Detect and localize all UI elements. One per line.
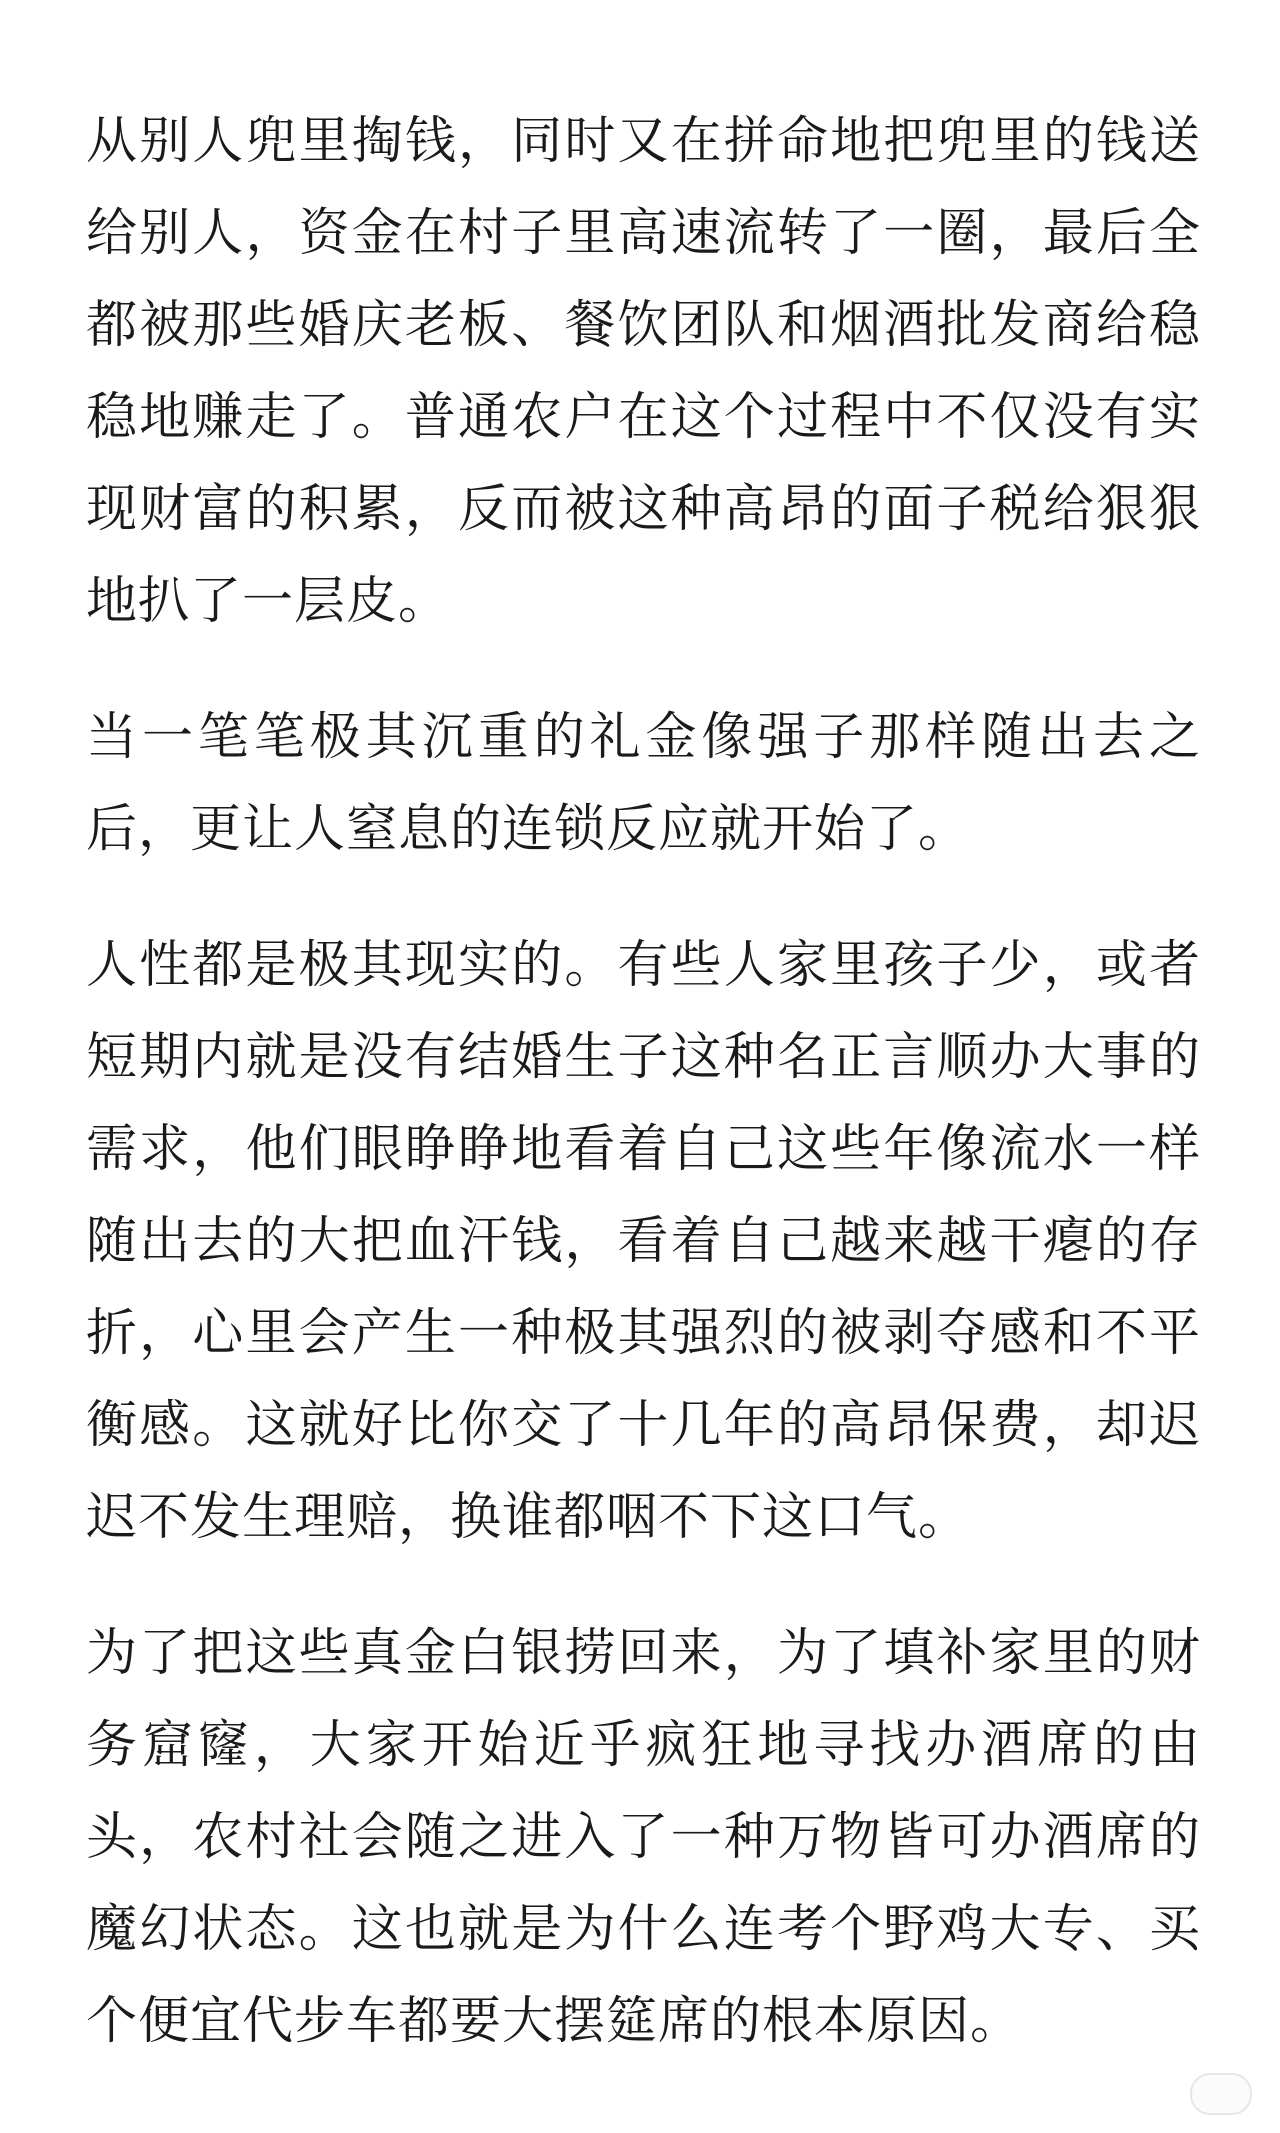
paragraph-4: 为了把这些真金白银捞回来，为了填补家里的财务窟窿，大家开始近乎疯狂地寻找办酒席的由头，农村社会随之进入了一种万物皆可办酒席的魔幻状态。这也就是为什么连考个野鸡大专、买个便宜代步车都要大摆筵席的根本原因。 — [86, 1624, 1201, 2051]
article-body — [86, 96, 1201, 2112]
watermark-logo-icon — [1190, 2073, 1252, 2115]
paragraph-2: 当一笔笔极其沉重的礼金像强子那样随出去之后，更让人窒息的连锁反应就开始了。 — [86, 708, 1201, 859]
paragraph-3: 人性都是极其现实的。有些人家里孩子少，或者短期内就是没有结婚生子这种名正言顺办大事的需求，他们眼睁睁地看着自己这些年像流水一样随出去的大把血汗钱，看着自己越来越干瘪的存折，心里会产生一种极其强烈的被剥夺感和不平衡感。这就好比你交了十几年的高昂保费，却迟迟不发生理赔，换谁都咽不下这口气。 — [86, 936, 1201, 1547]
paragraph-1: 从别人兜里掏钱，同时又在拼命地把兜里的钱送给别人，资金在村子里高速流转了一圈，最后全都被那些婚庆老板、餐饮团队和烟酒批发商给稳稳地赚走了。普通农户在这个过程中不仅没有实现财富的积累，反而被这种高昂的面子税给狠狠地扒了一层皮。 — [86, 112, 1201, 631]
watermark — [1190, 2073, 1252, 2115]
